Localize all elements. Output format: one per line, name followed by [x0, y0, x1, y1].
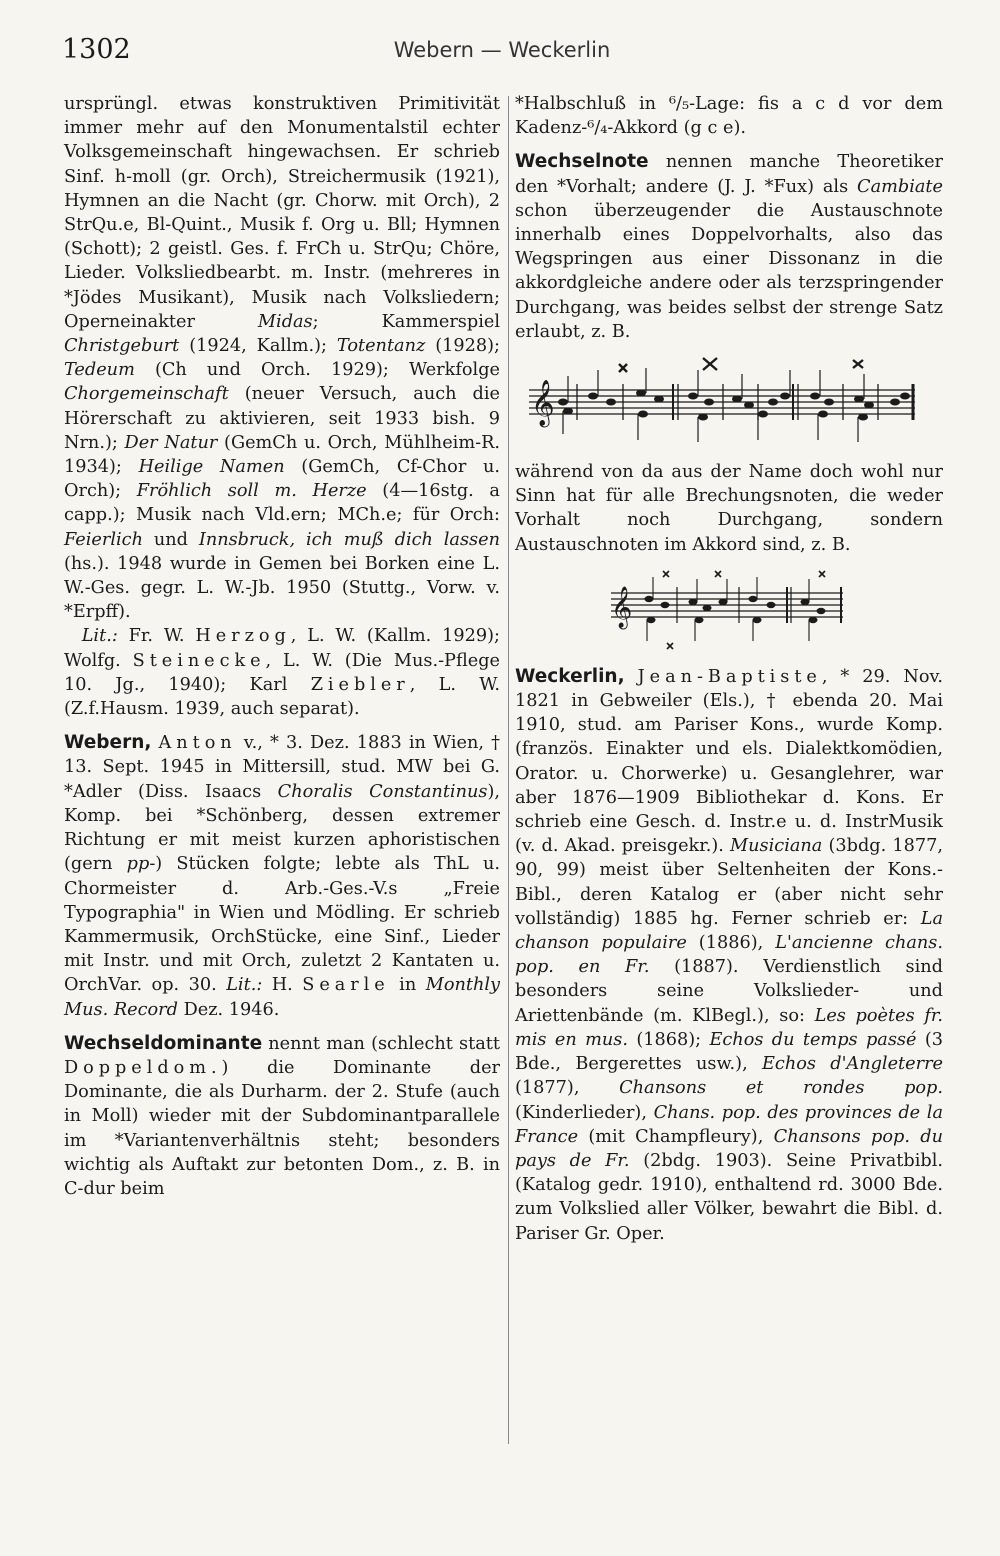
entry-webern: Webern, Anton v., * 3. Dez. 1883 in Wien, † 13. Sept. 1945 in Mittersill, stud. MW bei G. *Adler (Diss. Isaacs Choralis Constantinus), Komp. bei *Schönberg, dessen extremer Richtung er mit meist kurzen aphoristischen (gern pp-) Stücken folgte; lebte als ThL u. Chormeister d. Arb.-Ges.-V.s „Freie Typographia" in Wien und Mödling. Er schrieb Kammermusik, OrchStücke, eine Sinf., Lieder mit Instr. und mit Orch, zuletzt 2 Kantaten u. OrchVar. op. 30. Lit.: H. Searle in Monthly Mus. Record Dez. 1946. [64, 732, 501, 1020]
lemma-webern: Webern, [64, 732, 152, 754]
entry-weckerlin: Weckerlin, Jean-Baptiste, * 29. Nov. 1821 in Gebweiler (Els.), † ebenda 20. Mai 1910, stud. am Pariser Kons., wurde Komp. (französ. Einakter und els. Dialektkomödien, Orator. u. Chorwerke) u. Gesanglehrer, war aber 1876—1909 Bibliothekar d. Kons. Er schrieb eine Gesch. d. Instr.e u. d. InstrMusik (v. d. Akad. preisgekr.). Musiciana (3bdg. 1877, 90, 99) meist über Seltenheiten der Kons.-Bibl., deren Katalog er (aber nicht sehr vollständig) 1885 hg. Ferner schrieb er: La chanson populaire (1886), L'ancienne chans. pop. en Fr. (1887). Verdienstlich sind besonders seine Volkslieder- und Ariettenbände (m. KlBegl.), so: Les poètes fr. mis en mus. (1868); Echos du temps passé (3 Bde., Bergerettes usw.), Echos d'Angleterre (1877), Chansons et rondes pop. (Kinderlieder), Chans. pop. des provinces de la France (mit Champfleury), Chansons pop. du pays de Fr. (2bdg. 1903). Seine Privatbibl. (Katalog gedr. 1910), enthaltend rd. 3000 Bde. zum Volkslied aller Völker, bewahrt die Bibl. d. Pariser Gr. Oper. [515, 665, 944, 1244]
lemma-wechselnote: Wechselnote [515, 151, 649, 173]
svg-text:𝄞: 𝄞 [611, 586, 633, 628]
running-title: Webern — Weckerlin [393, 38, 611, 62]
page-number: 1302 [62, 34, 131, 65]
entry-wechselnote: Wechselnote nennen manche Theoretiker den *Vorhalt; andere (J. J. *Fux) als Cambiate schon überzeugender die Austauschnote innerhalb eines Doppelvorhalts, also das Wegspringen aus einer Dissonanz in die akkordgleiche andere oder als terzspringender Durchgang, was beides selbst der strenge Satz erlaubt, z. B. [515, 151, 943, 342]
right-column [515, 92, 943, 1246]
music-notation-icon [523, 354, 923, 444]
paragraph-wechselnote-continued: während von da aus der Name doch wohl nur Sinn hat für alle Brechungsnoten, die weder Vorhalt noch Durchgang, sondern Austauschnoten im Akkord sind, z. B. [515, 462, 943, 555]
entry-webern-continued: ursprüngl. etwas konstruktiven Primitivität immer mehr auf den Monumentalstil echter Volksgemeinschaft hingewachsen. Er schrieb Sinf. h-moll (gr. Orch), Streichermusik (1921), Hymnen an die Nacht (gr. Chorw. mit Orch), 2 StrQu.e, Bl-Quint., Musik f. Org u. Bll; Hymnen (Schott); 2 geistl. Ges. f. FrCh u. StrQu; Chöre, Lieder. Volksliedbearbt. m. Instr. (mehreres in *Jödes Musikant), Musik nach Volksliedern; Operneinakter Midas; Kammerspiel Christgeburt (1924, Kallm.); Totentanz (1928); Tedeum (Ch und Orch. 1929); Werkfolge Chorgemeinschaft (neuer Versuch, auch die Hörerschaft zu aktivieren, seit 1933 bish. 9 Nrn.); Der Natur (GemCh u. Orch, Mühlheim-R. 1934); Heilige Namen (GemCh, Cf-Chor u. Orch); Fröhlich soll m. Herze (4—16stg. a capp.); Musik nach Vld.ern; MCh.e; für Orch: Feierlich und Innsbruck, ich muß dich lassen (hs.). 1948 wurde in Gemen bei Borken eine L. W.-Ges. gegr. L. W.-Jb. 1950 (Stuttg., Vorw. v. *Erpff). Lit.: Fr. W. Herzog, L. W. (Kallm. 1929); Wolfg. Steinecke, L. W. (Die Mus.-Pflege 10. Jg., 1940); Karl Ziebler, L. W. (Z.f.Hausm. 1939, auch separat). [64, 94, 501, 720]
lemma-wechseldominante: Wechseldominante [64, 1032, 263, 1054]
lemma-weckerlin: Weckerlin, [515, 665, 625, 687]
svg-text:𝄞: 𝄞 [531, 380, 555, 427]
continuation-wechseldominante: *Halbschluß in ⁶/₅-Lage: fis a c d vor dem Kadenz-⁶/₄-Akkord (g c e). [515, 94, 943, 139]
column-divider [508, 96, 509, 1444]
left-column [64, 92, 500, 1201]
page-header [62, 34, 942, 74]
entry-wechseldominante: Wechseldominante nennt man (schlecht statt Doppeldom.) die Dominante der Dominante, die als Durharm. der 2. Stufe (auch in Moll) wieder mit der Subdominantparallele im *Variantenverhältnis steht; besonders wichtig als Auftakt zur betonten Dom., z. B. in C-dur beim [64, 1032, 500, 1199]
music-notation-icon [607, 567, 847, 651]
